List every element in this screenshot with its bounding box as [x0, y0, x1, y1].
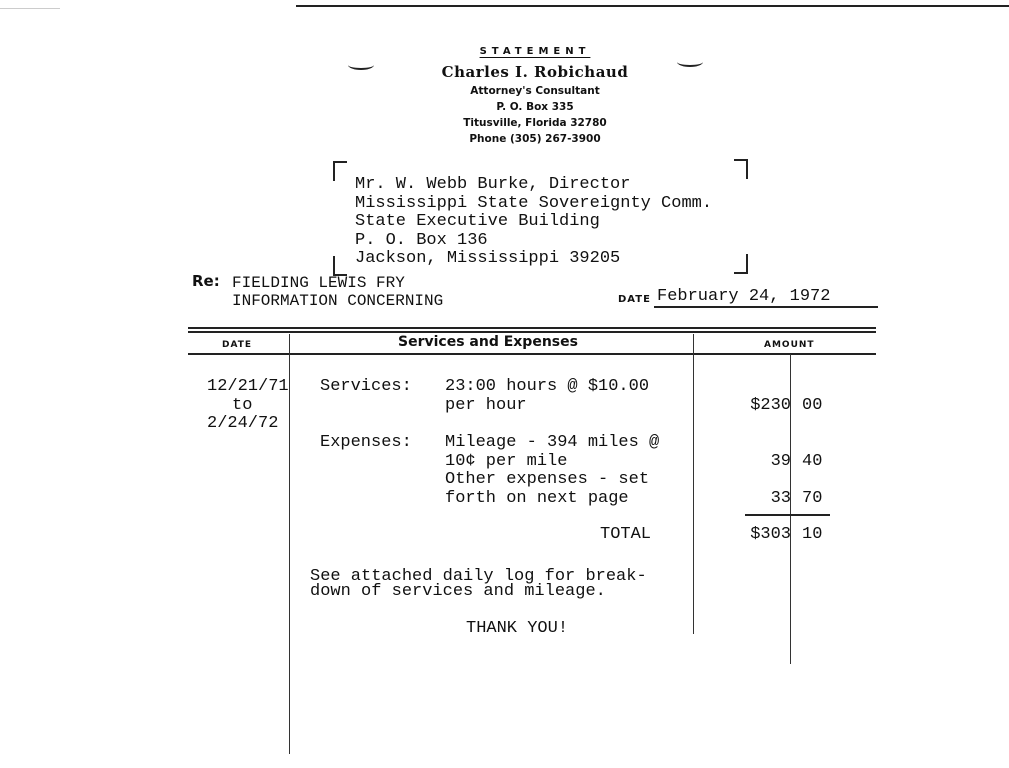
recipient-line: Mississippi State Sovereignty Comm.	[355, 193, 713, 213]
mileage-line: 10¢ per mile	[445, 452, 568, 471]
other-expenses-line: Other expenses - set	[445, 470, 650, 489]
table-top-rule	[188, 327, 876, 329]
column-divider-date	[289, 334, 290, 754]
header-amount: AMOUNT	[764, 340, 815, 350]
re-subject-line: FIELDING LEWIS FRY	[232, 274, 405, 292]
subtotal-underline	[745, 514, 830, 516]
note-line: See attached daily log for break-	[310, 567, 647, 586]
services-line: 23:00 hours @ $10.00	[445, 377, 650, 396]
services-line: per hour	[445, 396, 527, 415]
total-label: TOTAL	[600, 525, 652, 544]
table-top-rule-double	[188, 331, 876, 333]
address-corner-top-right	[734, 159, 748, 179]
services-label: Services:	[320, 377, 412, 396]
re-subject-line: INFORMATION CONCERNING	[232, 292, 444, 310]
other-expenses-line: forth on next page	[445, 489, 629, 508]
ornament-right	[677, 57, 703, 67]
total-cents: 10	[802, 525, 823, 544]
services-cents: 00	[802, 396, 823, 415]
period-from: 12/21/71	[207, 377, 289, 396]
top-rule-left	[0, 8, 60, 9]
consultant-title: Attorney's Consultant	[470, 85, 600, 97]
table-header-rule	[188, 353, 876, 355]
recipient-line: State Executive Building	[355, 212, 600, 232]
re-label: Re:	[192, 272, 220, 290]
date-underline	[654, 306, 878, 308]
recipient-line: P. O. Box 136	[355, 230, 488, 250]
expenses-label: Expenses:	[320, 433, 412, 452]
address-corner-bottom-right	[734, 254, 748, 274]
recipient-line: Mr. W. Webb Burke, Director	[355, 175, 631, 194]
thank-you: THANK YOU!	[466, 619, 569, 638]
statement-date: February 24, 1972	[657, 287, 831, 306]
mileage-line: Mileage - 394 miles @	[445, 433, 660, 452]
other-expenses-cents: 70	[802, 489, 823, 508]
consultant-phone: Phone (305) 267-3900	[469, 133, 601, 145]
re-subject	[232, 274, 443, 310]
services-dollars: $230	[750, 396, 791, 415]
top-rule	[296, 5, 1009, 7]
ornament-left	[348, 60, 374, 70]
date-label: DATE	[618, 294, 651, 305]
period-to-word: to	[232, 396, 253, 415]
mileage-dollars: 39	[770, 452, 791, 471]
recipient-line: Jackson, Mississippi 39205	[355, 249, 621, 269]
column-divider-amount	[693, 334, 694, 634]
period-to: 2/24/72	[207, 414, 279, 433]
consultant-city: Titusville, Florida 32780	[463, 117, 607, 129]
recipient-address	[355, 176, 712, 269]
address-corner-top-left	[333, 161, 347, 181]
note-line: down of services and mileage.	[310, 582, 606, 601]
consultant-box: P. O. Box 335	[496, 101, 574, 113]
other-expenses-dollars: 33	[770, 489, 791, 508]
address-corner-bottom-left	[333, 256, 347, 276]
mileage-cents: 40	[802, 452, 823, 471]
consultant-name: Charles I. Robichaud	[441, 63, 629, 81]
statement-heading: STATEMENT	[479, 46, 591, 57]
header-services: Services and Expenses	[398, 334, 578, 350]
header-date: DATE	[222, 340, 253, 350]
total-dollars: $303	[750, 525, 791, 544]
